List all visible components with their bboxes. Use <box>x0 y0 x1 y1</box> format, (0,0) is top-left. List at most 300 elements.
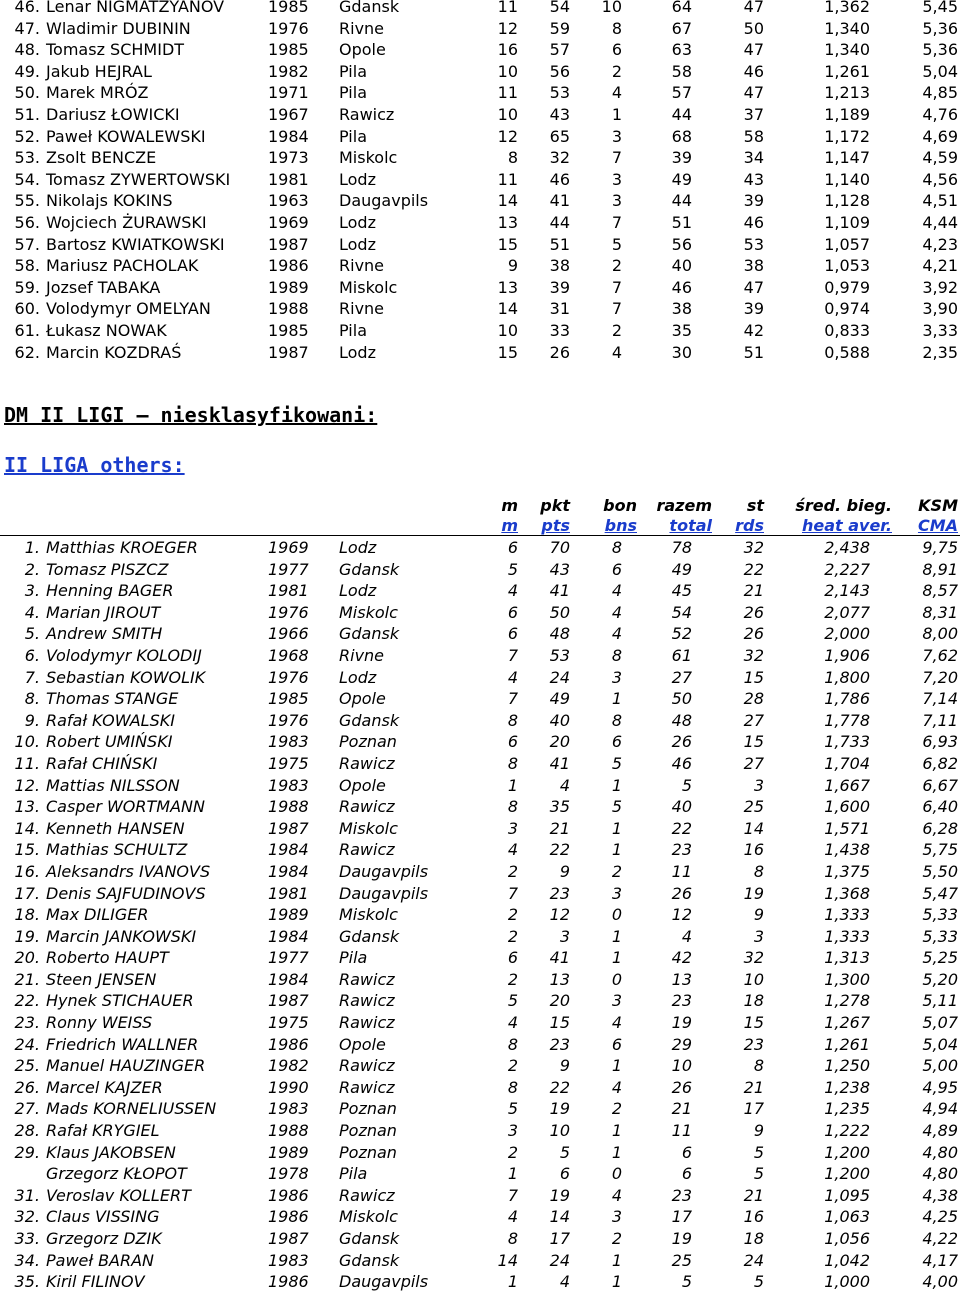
cell-club-city: Daugavpils <box>339 883 429 903</box>
cell-points: 43 <box>549 104 570 124</box>
cell-points: 4 <box>559 1272 570 1292</box>
cell-ksm: 4,56 <box>922 169 958 189</box>
cell-heats: 27 <box>743 753 764 773</box>
cell-rider-name: Bartosz KWIATKOWSKI <box>46 234 225 254</box>
cell-matches: 14 <box>497 299 518 319</box>
cell-rank: 59. <box>14 277 40 297</box>
cell-total: 58 <box>671 61 692 81</box>
cell-birth-year: 1989 <box>268 905 309 925</box>
cell-rider-name: Ronny WEISS <box>46 1013 153 1033</box>
cell-rider-name: Grzegorz DZIK <box>46 1229 162 1248</box>
cell-points: 54 <box>549 0 570 16</box>
cell-heats: 47 <box>743 277 764 297</box>
cell-heat-average: 1,800 <box>824 667 870 687</box>
cell-bonus: 2 <box>611 320 622 340</box>
cell-heat-average: 1,340 <box>824 40 870 60</box>
cell-heats: 15 <box>743 667 764 687</box>
cell-rider-name: Lenar NIGMATZYANOV <box>46 0 225 16</box>
cell-bonus: 4 <box>611 581 622 601</box>
cell-rider-name: Denis SAJFUDINOVS <box>46 883 206 903</box>
table-row <box>0 61 960 83</box>
cell-heat-average: 1,128 <box>824 191 870 211</box>
cell-bonus: 3 <box>611 1207 622 1227</box>
header-sred-bieg: śred. bieg. <box>795 496 892 515</box>
cell-points: 43 <box>549 559 570 579</box>
cell-matches: 12 <box>497 18 518 38</box>
cell-club-city: Rawicz <box>339 1013 395 1033</box>
cell-birth-year: 1968 <box>268 645 309 665</box>
cell-ksm: 5,04 <box>922 1034 958 1054</box>
cell-club-city: Opole <box>339 689 386 709</box>
cell-rank: 49. <box>14 61 40 81</box>
cell-total: 26 <box>671 883 692 903</box>
cell-total: 46 <box>671 277 692 297</box>
cell-heat-average: 2,143 <box>824 581 870 601</box>
cell-ksm: 5,33 <box>922 926 958 946</box>
cell-birth-year: 1986 <box>268 1185 309 1205</box>
table-row <box>0 559 960 581</box>
cell-points: 15 <box>549 1013 570 1033</box>
cell-rider-name: Paweł BARAN <box>46 1250 155 1270</box>
column-headers-english <box>0 516 960 536</box>
cell-birth-year: 1984 <box>268 126 309 146</box>
cell-rider-name: Tomasz PISZCZ <box>46 559 169 579</box>
cell-rank: 32. <box>14 1207 40 1227</box>
cell-points: 53 <box>549 645 570 665</box>
table-row <box>0 104 960 126</box>
cell-points: 24 <box>549 1250 570 1270</box>
table-row <box>0 147 960 169</box>
cell-matches: 2 <box>507 926 518 946</box>
cell-birth-year: 1985 <box>268 320 309 340</box>
cell-heat-average: 1,278 <box>824 991 870 1011</box>
cell-rank: 46. <box>14 0 40 16</box>
cell-rank: 60. <box>14 299 40 319</box>
cell-ksm: 4,69 <box>922 126 958 146</box>
cell-ksm: 4,51 <box>922 191 958 211</box>
cell-rank: 11. <box>14 753 40 773</box>
cell-birth-year: 1975 <box>268 753 309 773</box>
cell-ksm: 5,36 <box>922 40 958 60</box>
cell-heats: 28 <box>743 689 764 709</box>
cell-bonus: 0 <box>611 1164 622 1184</box>
cell-total: 4 <box>681 926 692 946</box>
cell-rider-name: Friedrich WALLNER <box>46 1034 199 1054</box>
cell-points: 17 <box>549 1229 570 1248</box>
cell-rank: 33. <box>14 1229 40 1248</box>
cell-rider-name: Zsolt BENCZE <box>46 148 157 168</box>
cell-rider-name: Sebastian KOWOLIK <box>46 667 206 687</box>
cell-rider-name: Manuel HAUZINGER <box>46 1056 206 1076</box>
cell-rider-name: Marcel KAJZER <box>46 1077 163 1097</box>
cell-heat-average: 1,438 <box>824 840 870 860</box>
cell-ksm: 8,31 <box>922 602 958 622</box>
table-row <box>0 818 960 840</box>
cell-rank: 19. <box>14 926 40 946</box>
cell-rider-name: Volodymyr OMELYAN <box>46 299 211 319</box>
table-row <box>0 1142 960 1164</box>
cell-heat-average: 1,600 <box>824 797 870 817</box>
cell-club-city: Poznan <box>339 1099 397 1119</box>
cell-club-city: Lodz <box>339 234 376 254</box>
cell-total: 54 <box>671 602 692 622</box>
cell-bonus: 6 <box>611 1034 622 1054</box>
table-row <box>0 1185 960 1207</box>
cell-birth-year: 1986 <box>268 1207 309 1227</box>
cell-total: 11 <box>671 1121 692 1141</box>
cell-club-city: Lodz <box>339 212 376 232</box>
cell-rider-name: Paweł KOWALEWSKI <box>46 126 206 146</box>
cell-ksm: 6,40 <box>922 797 958 817</box>
cell-bonus: 0 <box>611 905 622 925</box>
cell-ksm: 4,95 <box>922 1077 958 1097</box>
cell-ksm: 4,17 <box>922 1250 958 1270</box>
cell-ksm: 4,25 <box>922 1207 958 1227</box>
cell-rank: 25. <box>14 1056 40 1076</box>
table-row <box>0 320 960 342</box>
cell-points: 48 <box>549 624 570 644</box>
cell-matches: 8 <box>507 797 518 817</box>
cell-club-city: Gdansk <box>339 1250 400 1270</box>
header-bns: bns <box>604 516 637 535</box>
cell-birth-year: 1981 <box>268 581 309 601</box>
cell-heats: 15 <box>743 1013 764 1033</box>
cell-heats: 34 <box>743 148 764 168</box>
cell-ksm: 4,23 <box>922 234 958 254</box>
cell-club-city: Opole <box>339 1034 386 1054</box>
cell-rider-name: Marcin JANKOWSKI <box>46 926 197 946</box>
cell-matches: 1 <box>507 775 518 795</box>
cell-points: 59 <box>549 18 570 38</box>
cell-bonus: 3 <box>611 991 622 1011</box>
cell-matches: 11 <box>497 0 518 16</box>
cell-birth-year: 1971 <box>268 83 309 103</box>
cell-total: 30 <box>671 342 692 362</box>
cell-ksm: 5,50 <box>922 861 958 881</box>
cell-total: 23 <box>671 840 692 860</box>
cell-total: 48 <box>671 710 692 730</box>
table-row <box>0 1163 960 1185</box>
cell-bonus: 4 <box>611 602 622 622</box>
cell-matches: 8 <box>507 1077 518 1097</box>
cell-total: 61 <box>671 645 692 665</box>
cell-rider-name: Mattias NILSSON <box>46 775 180 795</box>
cell-matches: 10 <box>497 61 518 81</box>
table-row <box>0 1120 960 1142</box>
table-row <box>0 775 960 797</box>
cell-birth-year: 1969 <box>268 212 309 232</box>
cell-rank: 13. <box>14 797 40 817</box>
cell-matches: 11 <box>497 83 518 103</box>
cell-total: 44 <box>671 104 692 124</box>
table-row <box>0 861 960 883</box>
cell-club-city: Gdansk <box>339 559 400 579</box>
cell-heat-average: 1,333 <box>824 926 870 946</box>
cell-club-city: Rivne <box>339 299 385 319</box>
cell-matches: 2 <box>507 1142 518 1162</box>
cell-rank: 8. <box>24 689 40 709</box>
cell-points: 46 <box>549 169 570 189</box>
cell-total: 49 <box>671 559 692 579</box>
table-row <box>0 1250 960 1272</box>
header-m-en: m <box>501 516 518 535</box>
ranking-table-main <box>0 0 960 363</box>
cell-bonus: 8 <box>611 538 622 557</box>
cell-rank: 57. <box>14 234 40 254</box>
cell-heats: 23 <box>743 1034 764 1054</box>
cell-heats: 39 <box>743 191 764 211</box>
cell-matches: 10 <box>497 104 518 124</box>
cell-heat-average: 1,368 <box>824 883 870 903</box>
cell-ksm: 4,00 <box>922 1272 958 1292</box>
cell-heat-average: 1,375 <box>824 861 870 881</box>
cell-points: 56 <box>549 61 570 81</box>
table-row <box>0 82 960 104</box>
cell-rank: 31. <box>14 1185 40 1205</box>
cell-birth-year: 1987 <box>268 991 309 1011</box>
cell-heat-average: 1,053 <box>824 256 870 276</box>
cell-bonus: 2 <box>611 256 622 276</box>
cell-club-city: Pila <box>339 61 367 81</box>
cell-bonus: 4 <box>611 342 622 362</box>
cell-heat-average: 1,250 <box>824 1056 870 1076</box>
table-row <box>0 342 960 364</box>
cell-birth-year: 1984 <box>268 969 309 989</box>
header-cma: CMA <box>917 516 958 535</box>
header-heat-aver: heat aver. <box>801 516 892 535</box>
cell-rider-name: Hynek STICHAUER <box>46 991 194 1011</box>
cell-club-city: Lodz <box>339 342 376 362</box>
cell-heat-average: 1,704 <box>824 753 870 773</box>
header-pts: pts <box>541 516 570 535</box>
cell-total: 26 <box>671 1077 692 1097</box>
cell-ksm: 5,25 <box>922 948 958 968</box>
cell-rider-name: Łukasz NOWAK <box>46 320 167 340</box>
cell-rank: 1. <box>24 538 40 557</box>
cell-rank: 2. <box>24 559 40 579</box>
cell-matches: 8 <box>507 1034 518 1054</box>
cell-heats: 46 <box>743 61 764 81</box>
cell-birth-year: 1985 <box>268 0 309 16</box>
table-row <box>0 839 960 861</box>
cell-rank: 18. <box>14 905 40 925</box>
cell-matches: 1 <box>507 1272 518 1292</box>
cell-heats: 32 <box>743 645 764 665</box>
cell-club-city: Gdansk <box>339 624 400 644</box>
cell-heats: 47 <box>743 0 764 16</box>
cell-rider-name: Casper WORTMANN <box>46 797 205 817</box>
cell-club-city: Gdansk <box>339 1229 400 1248</box>
cell-ksm: 5,00 <box>922 1056 958 1076</box>
cell-ksm: 4,94 <box>922 1099 958 1119</box>
cell-club-city: Rawicz <box>339 840 395 860</box>
cell-points: 22 <box>549 1077 570 1097</box>
cell-ksm: 5,20 <box>922 969 958 989</box>
cell-total: 6 <box>681 1142 692 1162</box>
cell-matches: 4 <box>507 667 518 687</box>
cell-rank: 4. <box>24 602 40 622</box>
cell-club-city: Rivne <box>339 18 385 38</box>
cell-points: 14 <box>549 1207 570 1227</box>
cell-total: 25 <box>671 1250 692 1270</box>
table-row <box>0 18 960 40</box>
cell-heats: 8 <box>753 1056 764 1076</box>
cell-birth-year: 1986 <box>268 256 309 276</box>
cell-heats: 50 <box>743 18 764 38</box>
cell-bonus: 6 <box>611 40 622 60</box>
table-row <box>0 234 960 256</box>
cell-ksm: 4,76 <box>922 104 958 124</box>
cell-matches: 8 <box>507 710 518 730</box>
cell-total: 38 <box>671 299 692 319</box>
cell-rider-name: Nikolajs KOKINS <box>46 191 173 211</box>
cell-heat-average: 1,300 <box>824 969 870 989</box>
cell-club-city: Daugavpils <box>339 191 429 211</box>
cell-birth-year: 1983 <box>268 1250 309 1270</box>
cell-bonus: 3 <box>611 169 622 189</box>
cell-heat-average: 1,063 <box>824 1207 870 1227</box>
cell-heat-average: 1,340 <box>824 18 870 38</box>
cell-heat-average: 1,261 <box>824 1034 870 1054</box>
cell-club-city: Gdansk <box>339 926 400 946</box>
cell-rider-name: Claus VISSING <box>46 1207 160 1227</box>
table-row <box>0 298 960 320</box>
cell-points: 44 <box>549 212 570 232</box>
cell-heats: 39 <box>743 299 764 319</box>
cell-points: 70 <box>549 538 570 557</box>
cell-bonus: 6 <box>611 559 622 579</box>
cell-points: 35 <box>549 797 570 817</box>
cell-rank: 22. <box>14 991 40 1011</box>
cell-ksm: 9,75 <box>922 538 958 557</box>
cell-heats: 25 <box>743 797 764 817</box>
cell-heat-average: 1,213 <box>824 83 870 103</box>
cell-points: 40 <box>549 710 570 730</box>
cell-rider-name: Kiril FILINOV <box>46 1272 145 1292</box>
cell-matches: 9 <box>507 256 518 276</box>
cell-heats: 5 <box>753 1142 764 1162</box>
cell-rider-name: Jozsef TABAKA <box>46 277 161 297</box>
cell-matches: 13 <box>497 277 518 297</box>
table-row <box>0 126 960 148</box>
cell-heats: 58 <box>743 126 764 146</box>
cell-bonus: 4 <box>611 1013 622 1033</box>
cell-heats: 21 <box>743 581 764 601</box>
cell-points: 31 <box>549 299 570 319</box>
cell-heats: 16 <box>743 1207 764 1227</box>
cell-heat-average: 1,140 <box>824 169 870 189</box>
header-bon: bon <box>603 496 637 515</box>
cell-club-city: Poznan <box>339 732 397 752</box>
cell-points: 41 <box>549 191 570 211</box>
cell-bonus: 6 <box>611 732 622 752</box>
cell-birth-year: 1987 <box>268 818 309 838</box>
table-row <box>0 1012 960 1034</box>
cell-bonus: 2 <box>611 61 622 81</box>
table-row <box>0 731 960 753</box>
header-pkt: pkt <box>540 496 570 515</box>
cell-rider-name: Marcin KOZDRAŚ <box>46 342 182 362</box>
cell-club-city: Opole <box>339 775 386 795</box>
cell-bonus: 1 <box>611 689 622 709</box>
cell-points: 39 <box>549 277 570 297</box>
cell-ksm: 5,45 <box>922 0 958 16</box>
cell-bonus: 3 <box>611 667 622 687</box>
cell-points: 20 <box>549 732 570 752</box>
cell-rider-name: Jakub HEJRAL <box>46 61 152 81</box>
cell-bonus: 1 <box>611 775 622 795</box>
table-row <box>0 753 960 775</box>
cell-heats: 37 <box>743 104 764 124</box>
cell-total: 23 <box>671 1185 692 1205</box>
cell-bonus: 1 <box>611 1056 622 1076</box>
table-row <box>0 904 960 926</box>
cell-ksm: 7,20 <box>922 667 958 687</box>
cell-club-city: Rawicz <box>339 1056 395 1076</box>
cell-bonus: 1 <box>611 1142 622 1162</box>
cell-points: 57 <box>549 40 570 60</box>
cell-heat-average: 1,571 <box>824 818 870 838</box>
cell-bonus: 1 <box>611 948 622 968</box>
cell-rider-name: Rafał CHIŃSKI <box>46 753 158 773</box>
cell-heat-average: 1,172 <box>824 126 870 146</box>
cell-total: 42 <box>671 948 692 968</box>
cell-rider-name: Wladimir DUBININ <box>46 18 191 38</box>
cell-rank: 29. <box>14 1142 40 1162</box>
header-total: total <box>669 516 712 535</box>
cell-birth-year: 1981 <box>268 169 309 189</box>
cell-heats: 43 <box>743 169 764 189</box>
cell-points: 13 <box>549 969 570 989</box>
cell-heat-average: 0,588 <box>824 342 870 362</box>
cell-points: 65 <box>549 126 570 146</box>
header-m: m <box>501 496 518 515</box>
cell-total: 39 <box>671 148 692 168</box>
cell-heat-average: 1,778 <box>824 710 870 730</box>
cell-rider-name: Marian JIROUT <box>46 602 161 622</box>
cell-ksm: 5,75 <box>922 840 958 860</box>
cell-birth-year: 1986 <box>268 1272 309 1292</box>
cell-heat-average: 0,974 <box>824 299 870 319</box>
header-rds: rds <box>735 516 764 535</box>
cell-rider-name: Rafał KOWALSKI <box>46 710 175 730</box>
cell-birth-year: 1986 <box>268 1034 309 1054</box>
cell-matches: 6 <box>507 602 518 622</box>
cell-heats: 21 <box>743 1185 764 1205</box>
cell-matches: 14 <box>497 191 518 211</box>
cell-rider-name: Wojciech ŻURAWSKI <box>46 212 207 232</box>
cell-matches: 12 <box>497 126 518 146</box>
cell-rank: 14. <box>14 818 40 838</box>
cell-matches: 6 <box>507 732 518 752</box>
cell-heats: 26 <box>743 602 764 622</box>
cell-heats: 3 <box>753 926 764 946</box>
cell-total: 67 <box>671 18 692 38</box>
cell-heats: 47 <box>743 83 764 103</box>
cell-rank: 28. <box>14 1121 40 1141</box>
cell-ksm: 4,44 <box>922 212 958 232</box>
cell-club-city: Pila <box>339 1164 368 1184</box>
cell-ksm: 3,90 <box>922 299 958 319</box>
table-row <box>0 1034 960 1056</box>
cell-club-city: Lodz <box>339 581 377 601</box>
cell-heats: 16 <box>743 840 764 860</box>
cell-club-city: Opole <box>339 40 386 60</box>
cell-bonus: 3 <box>611 126 622 146</box>
cell-bonus: 4 <box>611 83 622 103</box>
cell-club-city: Miskolc <box>339 818 398 838</box>
table-row <box>0 796 960 818</box>
